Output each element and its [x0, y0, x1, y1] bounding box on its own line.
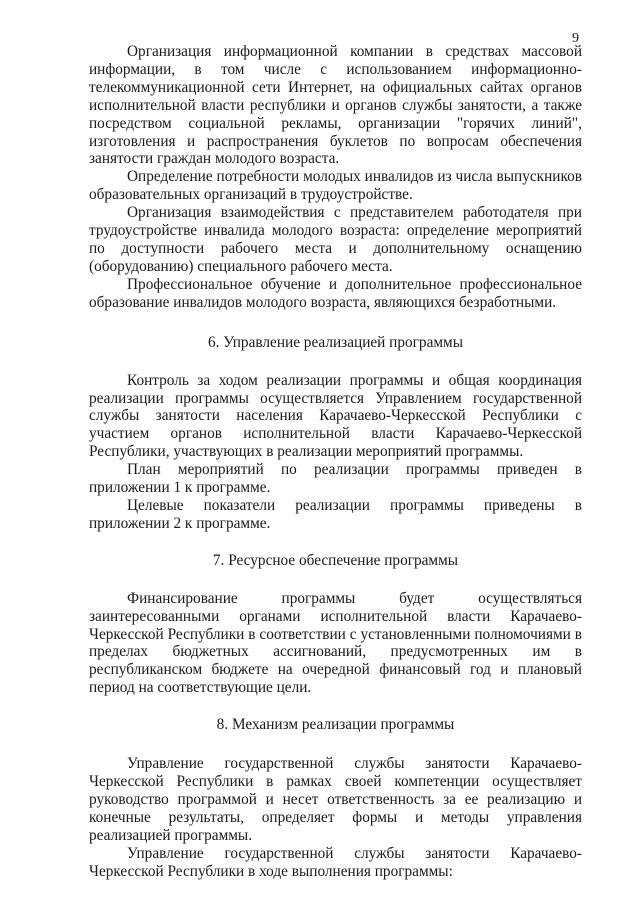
page-number: 9 [572, 31, 579, 46]
paragraph-control: Контроль за ходом реализации программы и общая координация реализации программы осуществляется Управлением государственной службы занятости населения Карачаево-Черкесской Республики с участием органов исполнительной власти Карачаево-Черкесской Республики, участвующих в реализации мероприятий программы. [89, 371, 582, 461]
paragraph-management: Управление государственной службы занятости Карачаево-Черкесской Республики в рамках своей компетенции осуществляет руководство программой и несет ответственность за ее реализацию и конечные результаты, определяет формы и методы управления реализацией программы. [89, 755, 582, 844]
paragraph-employer-interaction: Организация взаимодействия с представителем работодателя при трудоустройстве инвалида молодого возраста: определение мероприятий по доступности рабочего места и дополнительному оснащению (оборудованию) специального рабочего места. [89, 204, 582, 275]
section-heading-6: 6. Управление реализацией программы [207, 333, 464, 351]
paragraph-needs-assessment: Определение потребности молодых инвалидов из числа выпускников образовательных организаций в трудоустройстве. [89, 168, 582, 204]
paragraph-plan-reference: План мероприятий по реализации программы приведен в приложении 1 к программе. [89, 461, 582, 497]
paragraph-information-campaign: Организация информационной компании в средствах массовой информации, в том числе с использованием информационно-телекоммуникационной сети Интернет, на официальных сайтах органов исполнительной власти республики и органов службы занятости, а также посредством социальной рекламы, организации "горячих линий", изготовления и распространения буклетов по вопросам обеспечения занятости граждан молодого возраста. [89, 43, 582, 168]
section-heading-8: 8. Механизм реализации программы [216, 716, 455, 734]
paragraph-targets-reference: Целевые показатели реализации программы приведены в приложении 2 к программе. [89, 496, 582, 532]
section-heading-7: 7. Ресурсное обеспечение программы [212, 551, 459, 569]
paragraph-financing: Финансирование программы будет осуществляться заинтересованными органами исполнительной власти Карачаево-Черкесской Республики в соответствии с установленными полномочиями в пределах бюджетных ассигнований, предусмотренных им в республиканском бюджете на очередной финансовый год и плановый период на соответствующие цели. [89, 589, 582, 697]
paragraph-management-tasks: Управление государственной службы занятости Карачаево-Черкесской Республики в ходе выполнения программы: [89, 844, 582, 880]
document-body [89, 43, 582, 881]
paragraph-vocational-training: Профессиональное обучение и дополнительное профессиональное образование инвалидов молодого возраста, являющихся безработными. [89, 275, 582, 311]
